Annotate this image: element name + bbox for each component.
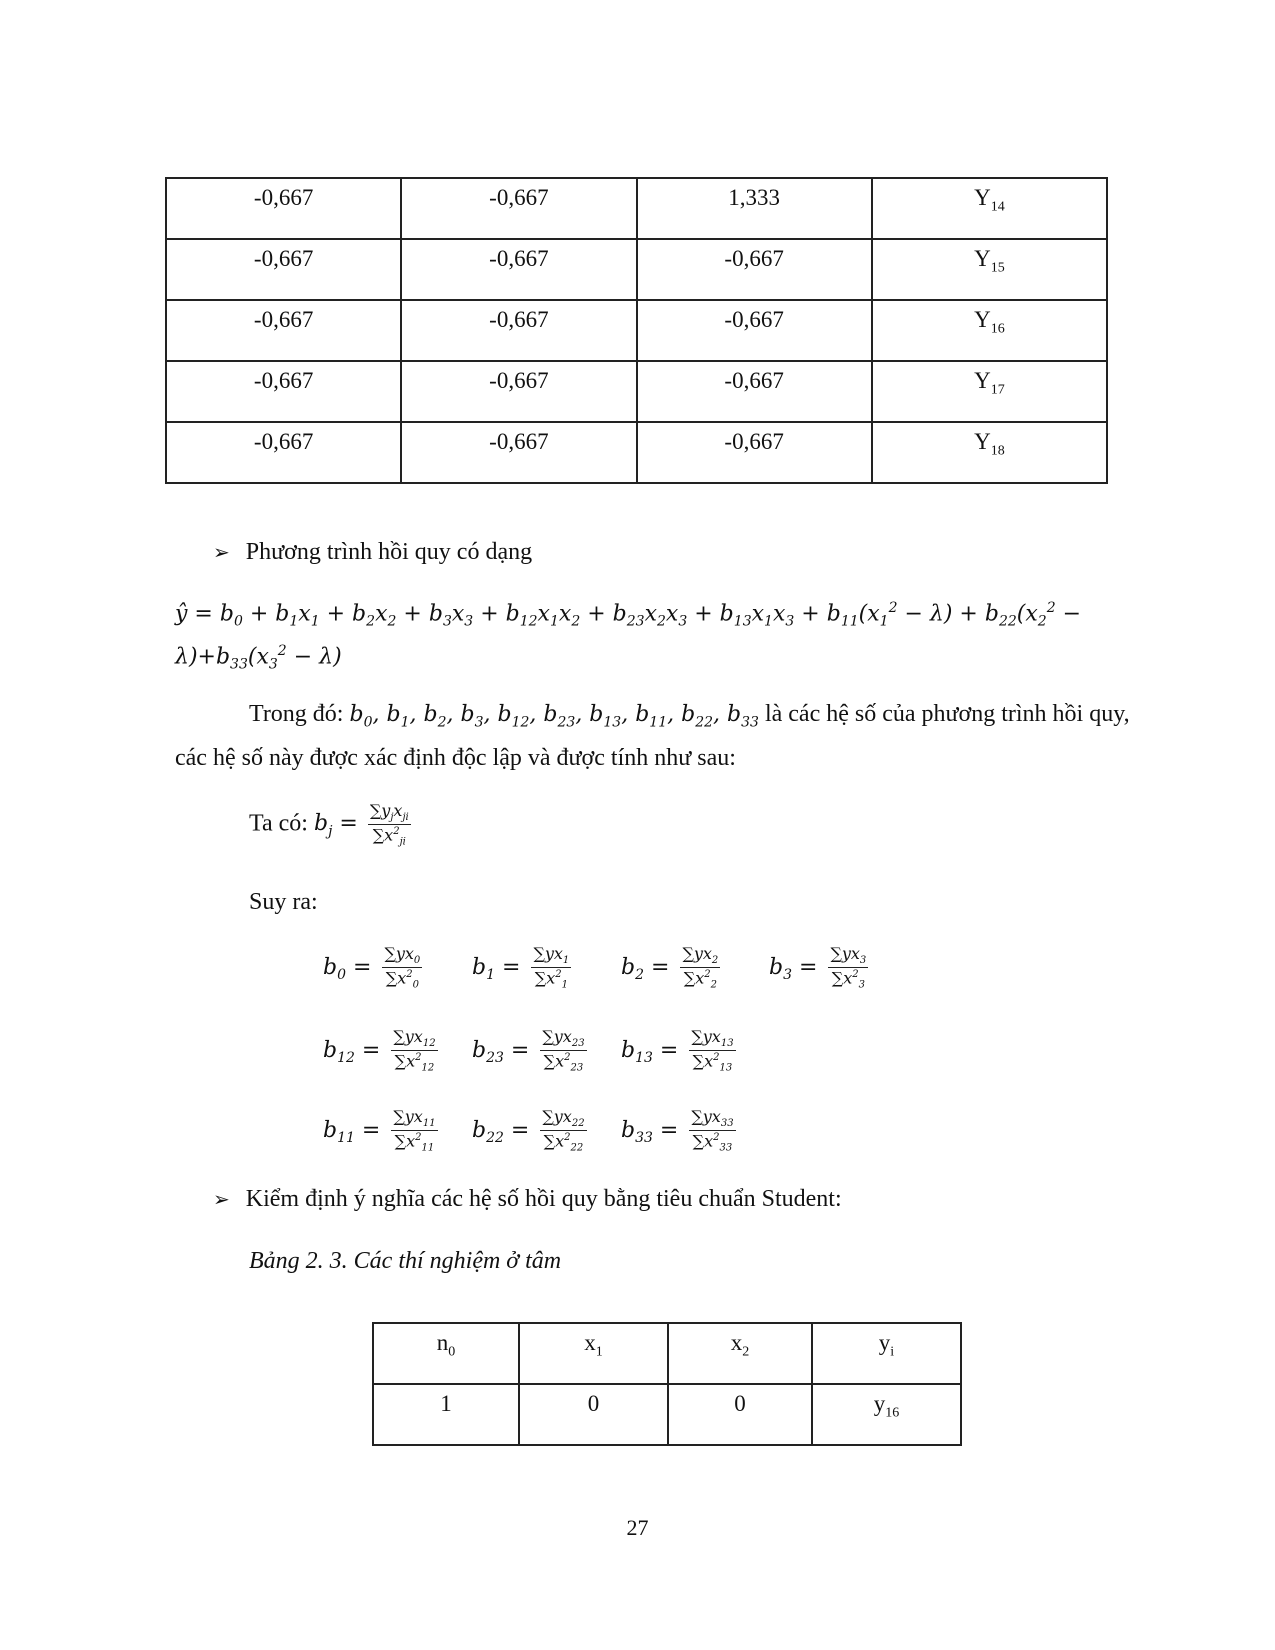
ta-co-label: Ta có:	[249, 810, 308, 837]
page-number: 27	[626, 1515, 649, 1540]
table-cell: -0,667	[166, 361, 401, 422]
formula-b23: $b_{23}$ = $\frac{\sum yx_{23}}{\sum x^2_{23}}$	[472, 1027, 585, 1074]
table-cell: 0	[668, 1384, 812, 1445]
table-cell: -0,667	[637, 300, 872, 361]
bullet-text: Phương trình hồi quy có dạng	[245, 539, 533, 565]
table-row	[166, 239, 1107, 300]
arrow-bullet-icon: ➢	[213, 1187, 230, 1211]
text-suffix: là các hệ số của phương trình hồi quy,	[764, 701, 1130, 727]
table-row	[166, 422, 1107, 483]
table-cell: -0,667	[401, 300, 636, 361]
table-cell: -0,667	[637, 422, 872, 483]
regression-equation-line2: $\lambda)+b_{33}(x_3^2 - \lambda)$	[175, 643, 342, 673]
formula-b0: $b_0$ = $\frac{\sum yx_0}{\sum x^2_0}$	[323, 944, 421, 991]
suy-ra-label: Suy ra:	[249, 889, 318, 915]
table-row	[166, 300, 1107, 361]
table-header-cell: $n_0$	[373, 1323, 519, 1384]
bullet-student	[213, 1186, 842, 1213]
table-header-cell: $x_1$	[519, 1323, 668, 1384]
table-cell: -0,667	[166, 422, 401, 483]
table-cell: -0,667	[166, 178, 401, 239]
table-cell: $Y_{18}$	[872, 422, 1107, 483]
table-cell: 0	[519, 1384, 668, 1445]
formula-b2: $b_2$ = $\frac{\sum yx_2}{\sum x^2_2}$	[621, 944, 719, 991]
bullet-regression	[213, 539, 532, 566]
formula-b3: $b_3$ = $\frac{\sum yx_3}{\sum x^2_3}$	[769, 944, 867, 991]
table-row	[166, 178, 1107, 239]
table-cell: $Y_{17}$	[872, 361, 1107, 422]
formula-b22: $b_{22}$ = $\frac{\sum yx_{22}}{\sum x^2_{22}}$	[472, 1107, 585, 1154]
table-cell: -0,667	[401, 361, 636, 422]
table-cell: $Y_{15}$	[872, 239, 1107, 300]
formula-bj: Ta có: $b_j$ = $\frac{\sum y_jx_{ji}}{\sum x^2_{ji}}$	[249, 801, 409, 848]
table-header-row	[373, 1323, 961, 1384]
table-cell: 1	[373, 1384, 519, 1445]
table-cell: $y_{16}$	[812, 1384, 961, 1445]
data-table-center	[372, 1322, 962, 1446]
table-header-cell: $x_2$	[668, 1323, 812, 1384]
table-cell: -0,667	[637, 239, 872, 300]
table-cell: -0,667	[166, 300, 401, 361]
table-cell: -0,667	[401, 239, 636, 300]
formula-b1: $b_1$ = $\frac{\sum yx_1}{\sum x^2_1}$	[472, 944, 570, 991]
data-table-top	[165, 177, 1108, 484]
table-row	[373, 1384, 961, 1445]
formula-b13: $b_{13}$ = $\frac{\sum yx_{13}}{\sum x^2_{13}}$	[621, 1027, 734, 1074]
table-cell: -0,667	[401, 178, 636, 239]
table-row	[166, 361, 1107, 422]
table-cell: -0,667	[166, 239, 401, 300]
table-cell: 1,333	[637, 178, 872, 239]
table-header-cell: $y_i$	[812, 1323, 961, 1384]
bullet-text: Kiểm định ý nghĩa các hệ số hồi quy bằng tiêu chuẩn Student:	[245, 1186, 842, 1212]
table-cell: -0,667	[401, 422, 636, 483]
table-cell: -0,667	[637, 361, 872, 422]
paragraph-line2: các hệ số này được xác định độc lập và được tính như sau:	[175, 745, 736, 771]
regression-equation-line1: ŷ = $b_0 + b_1x_1 + b_2x_2 + b_3x_3 + b_{12}x_1x_2 + b_{23}x_2x_3 + b_{13}x_1x_3 + b_{11}(x_1^2 - \lambda) + b_{22}(x_2^2$ −	[175, 600, 1082, 630]
formula-b33: $b_{33}$ = $\frac{\sum yx_{33}}{\sum x^2_{33}}$	[621, 1107, 734, 1154]
table-caption: Bảng 2. 3. Các thí nghiệm ở tâm	[249, 1248, 562, 1274]
text-prefix: Trong đó:	[249, 701, 344, 727]
table-cell: $Y_{14}$	[872, 178, 1107, 239]
formula-b12: $b_{12}$ = $\frac{\sum yx_{12}}{\sum x^2_{12}}$	[323, 1027, 436, 1074]
paragraph-coefficients: Trong đó: $b_0$, $b_1$, $b_2$, $b_3$, $b_{12}$, $b_{23}$, $b_{13}$, $b_{11}$, $b_{22}$, $b_{33}$ là các hệ số của phương trình hồi quy,	[249, 701, 1130, 731]
table-cell: $Y_{16}$	[872, 300, 1107, 361]
arrow-bullet-icon: ➢	[213, 540, 230, 564]
formula-b11: $b_{11}$ = $\frac{\sum yx_{11}}{\sum x^2_{11}}$	[323, 1107, 436, 1154]
